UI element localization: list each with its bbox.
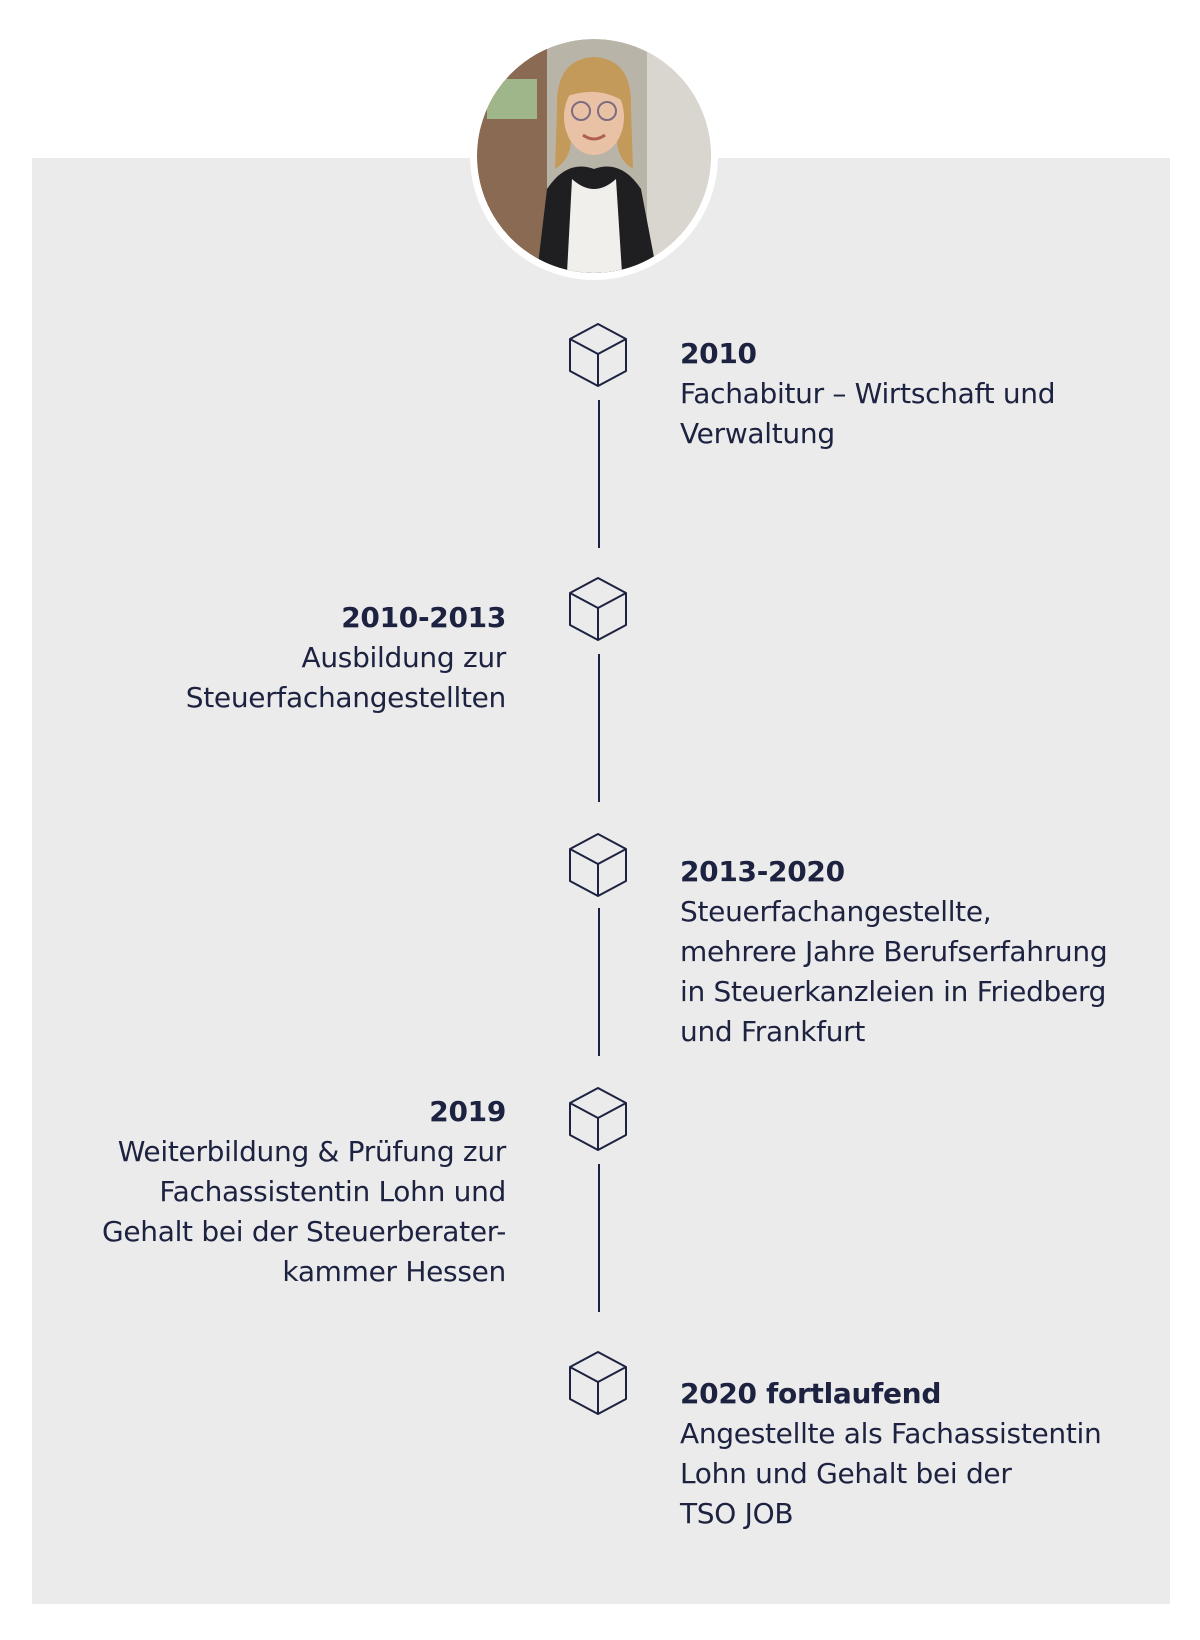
profile-photo xyxy=(470,32,718,280)
entry-description: Angestellte als Fachassistentin Lohn und Gehalt bei der TSO JOB xyxy=(680,1417,1102,1530)
timeline-entry xyxy=(680,334,1150,454)
cube-icon xyxy=(568,832,628,898)
timeline-connector xyxy=(598,908,600,1056)
entry-year: 2010 xyxy=(680,337,757,370)
entry-description: Weiterbildung & Prüfung zur Fachassistentin Lohn und Gehalt bei der Steuerberater- kammer Hessen xyxy=(101,1135,506,1288)
cube-icon xyxy=(568,1350,628,1416)
entry-year: 2013-2020 xyxy=(680,855,845,888)
entry-description: Ausbildung zur Steuerfachangestellten xyxy=(185,641,506,714)
entry-description: Steuerfachangestellte, mehrere Jahre Berufserfahrung in Steuerkanzleien in Friedberg und Frankfurt xyxy=(680,895,1108,1048)
entry-description: Fachabitur – Wirtschaft und Verwaltung xyxy=(680,377,1056,450)
entry-year: 2019 xyxy=(429,1095,506,1128)
timeline-connector xyxy=(598,1164,600,1312)
timeline-entry xyxy=(36,1092,506,1292)
entry-year: 2010-2013 xyxy=(341,601,506,634)
timeline-connector xyxy=(598,654,600,802)
timeline-connector xyxy=(598,400,600,548)
timeline-entry xyxy=(680,1374,1150,1534)
cube-icon xyxy=(568,322,628,388)
cube-icon xyxy=(568,576,628,642)
entry-year: 2020 fortlaufend xyxy=(680,1377,942,1410)
timeline-entry xyxy=(680,852,1150,1052)
timeline-entry xyxy=(36,598,506,718)
cube-icon xyxy=(568,1086,628,1152)
